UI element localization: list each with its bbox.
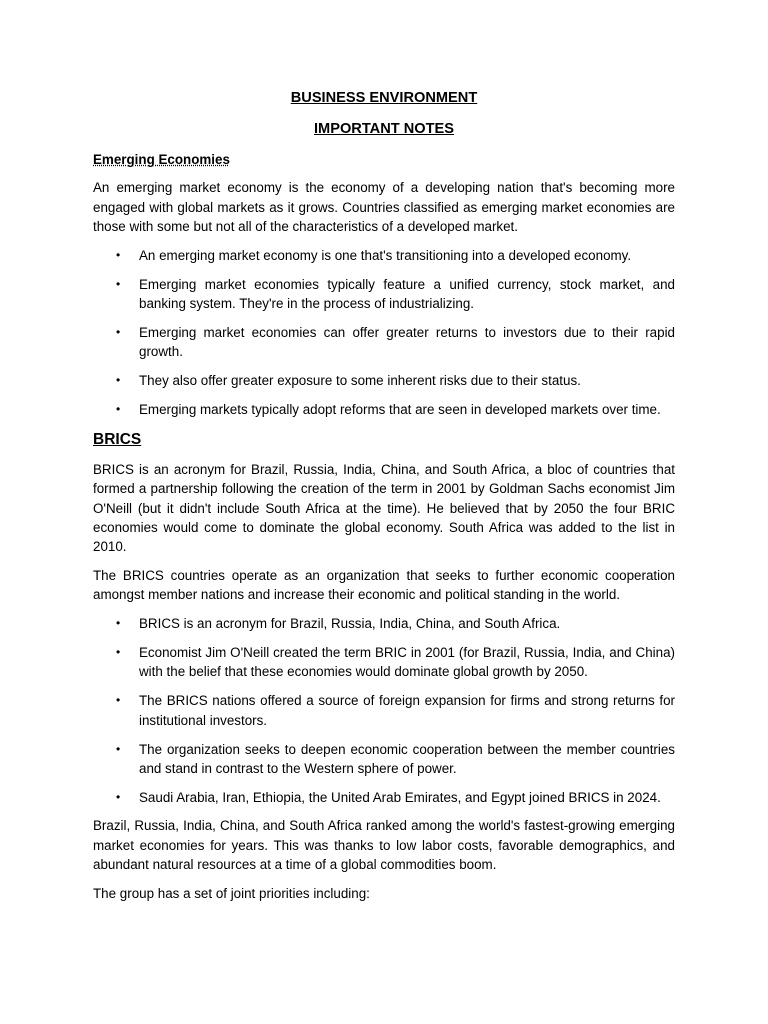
document-page: [93, 88, 675, 903]
brics-heading: BRICS: [93, 430, 142, 448]
bullet-icon: •: [116, 741, 121, 756]
brics-paragraph-1: BRICS is an acronym for Brazil, Russia, India, China, and South Africa, a bloc of countries that formed a partnership following the creation of the term in 2001 by Goldman Sachs economist Jim O'Neill (but it didn't include South Africa at the time). He believed that by 2050 the four BRIC economies would come to dominate the global economy. South Africa was added to the list in 2010.: [93, 461, 675, 555]
list-item-text: Economist Jim O'Neill created the term BRIC in 2001 (for Brazil, Russia, India, and China) with the belief that these economies would dominate global growth by 2050.: [139, 644, 675, 680]
list-item: [93, 691, 675, 730]
list-item-text: Emerging market economies can offer greater returns to investors due to their rapid growth.: [139, 325, 675, 360]
list-item: [93, 246, 675, 265]
document-title: BUSINESS ENVIRONMENT: [290, 90, 478, 106]
bullet-icon: •: [116, 789, 121, 804]
list-item: [93, 323, 675, 362]
list-item: [93, 788, 675, 807]
bullet-icon: •: [116, 247, 121, 262]
bullet-icon: •: [116, 276, 121, 291]
list-item: [93, 275, 675, 314]
emerging-economies-bullet-list: [93, 246, 675, 420]
emerging-economies-intro: An emerging market economy is the economy of a developing nation that's becoming more engaged with global markets as it grows. Countries classified as emerging market economies are those with some but not all of the characteristics of a developed market.: [93, 180, 675, 235]
document-subtitle: IMPORTANT NOTES: [314, 121, 454, 137]
list-item-text: An emerging market economy is one that's transitioning into a developed economy.: [139, 247, 632, 263]
brics-paragraph-4: The group has a set of joint priorities including:: [93, 885, 370, 901]
list-item-text: They also offer greater exposure to some inherent risks due to their status.: [139, 373, 581, 389]
list-item: [93, 371, 675, 390]
bullet-icon: •: [116, 325, 121, 340]
list-item-text: Saudi Arabia, Iran, Ethiopia, the United Arab Emirates, and Egypt joined BRICS in 2024.: [139, 789, 661, 805]
brics-paragraph-2: The BRICS countries operate as an organization that seeks to further economic cooperation amongst member nations and increase their economic and political standing in the world.: [93, 567, 675, 603]
list-item-text: Emerging markets typically adopt reforms that are seen in developed markets over time.: [139, 402, 661, 418]
list-item-text: The organization seeks to deepen economic cooperation between the member countries and stand in contrast to the Western sphere of power.: [139, 741, 675, 776]
list-item: [93, 740, 675, 779]
list-item: [93, 400, 675, 419]
list-item-text: BRICS is an acronym for Brazil, Russia, India, China, and South Africa.: [139, 615, 561, 631]
bullet-icon: •: [116, 373, 121, 388]
list-item: [93, 643, 675, 682]
brics-bullet-list: [93, 614, 675, 808]
bullet-icon: •: [116, 644, 121, 659]
list-item-text: Emerging market economies typically feature a unified currency, stock market, and banking system. They're in the process of industrializing.: [139, 276, 675, 312]
list-item: [93, 614, 675, 633]
brics-paragraph-3: Brazil, Russia, India, China, and South Africa ranked among the world's fastest-growing emerging market economies for years. This was thanks to low labor costs, favorable demographics, and abundant natural resources at a time of a global commodities boom.: [93, 818, 675, 873]
bullet-icon: •: [116, 693, 121, 708]
bullet-icon: •: [116, 402, 121, 417]
emerging-economies-heading: Emerging Economies: [93, 152, 230, 167]
bullet-icon: •: [116, 615, 121, 630]
list-item-text: The BRICS nations offered a source of foreign expansion for firms and strong returns for institutional investors.: [139, 693, 675, 728]
